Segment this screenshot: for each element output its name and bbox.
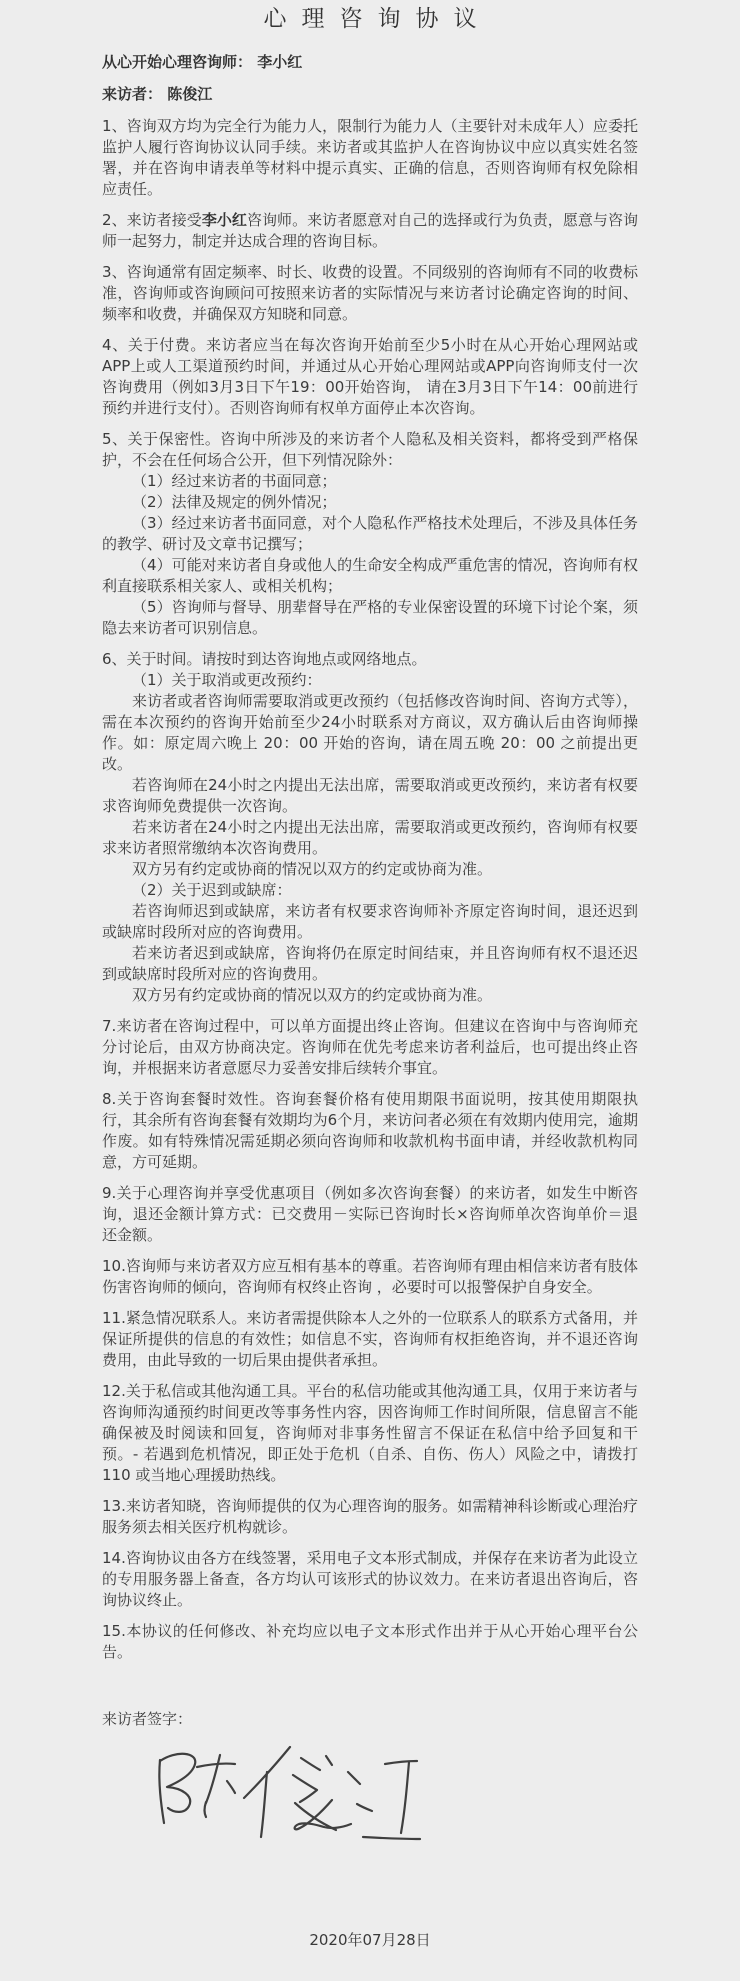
clause-9: 9.关于心理咨询并享受优惠项目（例如多次咨询套餐）的来访者，如发生中断咨询，退还金额计算方式：已交费用－实际已咨询时长×咨询师单次咨询单价＝退还金额。 xyxy=(102,1184,638,1244)
clause-6: 6、关于时间。请按时到达咨询地点或网络地点。 xyxy=(102,650,427,668)
clause-2-counselor-name: 李小红 xyxy=(201,211,247,229)
clause-15: 15.本协议的任何修改、补充均应以电子文本形式作出并于从心开始心理平台公告。 xyxy=(102,1622,638,1661)
clause-10: 10.咨询师与来访者双方应互相有基本的尊重。若咨询师有理由相信来访者有肢体伤害咨询师的倾向，咨询师有权终止咨询 ，必要时可以报警保护自身安全。 xyxy=(102,1257,638,1296)
visitor-name: 陈俊江 xyxy=(167,85,213,103)
clause-4: 4、关于付费。来访者应当在每次咨询开始前至少5小时在从心开始心理网站或APP上或人工渠道预约时间，并通过从心开始心理网站或APP向咨询师支付一次咨询费用（例如3月3日下午19：00开始咨询， 请在3月3日下午14：00前进行预约并进行支付）。否则咨询师有权单方面停止本次咨询。 xyxy=(102,336,638,417)
signing-date: 2020年07月28日 xyxy=(309,1931,431,1949)
visitor-label: 来访者： xyxy=(102,85,163,103)
clause-6-group xyxy=(102,649,638,1006)
signature-strokes-icon xyxy=(154,1744,434,1856)
clause-5-group xyxy=(102,429,638,639)
clause-8: 8.关于咨询套餐时效性。咨询套餐价格有使用期限书面说明，按其使用期限执行，其余所有咨询套餐有效期均为6个月，来访问者必须在有效期内使用完，逾期作废。如有特殊情况需延期必须向咨询师和收款机构书面申请，并经收款机构同意，方可延期。 xyxy=(102,1090,638,1171)
clause-1: 1、咨询双方均为完全行为能力人，限制行为能力人（主要针对未成年人）应委托监护人履行咨询协议认同手续。来访者或其监护人在咨询协议中应以真实姓名签署，并在咨询申请表单等材料中提示真实、正确的信息，否则咨询师有权免除相应责任。 xyxy=(102,117,638,198)
clause-6-item-7: 若咨询师迟到或缺席，来访者有权要求咨询师补齐原定咨询时间，退还迟到或缺席时段所对应的咨询费用。 xyxy=(102,902,638,941)
clause-6-item-1: （1）关于取消或更改预约： xyxy=(132,671,322,689)
clause-5-item-2: （2）法律及规定的例外情况； xyxy=(132,493,337,511)
clause-7: 7.来访者在咨询过程中，可以单方面提出终止咨询。但建议在咨询中与咨询师充分讨论后，由双方协商决定。咨询师在优先考虑来访者利益后，也可提出终止咨询，并根据来访者意愿尽力妥善安排后续转介事宜。 xyxy=(102,1017,638,1077)
clause-2-prefix: 2、来访者接受 xyxy=(102,211,202,229)
clause-6-item-6: （2）关于迟到或缺席： xyxy=(132,881,292,899)
clause-6-item-2: 来访者或者咨询师需要取消或更改预约（包括修改咨询时间、咨询方式等），需在本次预约的咨询开始前至少24小时联系对方商议，双方确认后由咨询师操作。如：原定周六晚上 20：00 开始的咨询，请在周五晚 20：00 之前提出更改。 xyxy=(102,692,638,773)
clause-3: 3、咨询通常有固定频率、时长、收费的设置。不同级别的咨询师有不同的收费标准，咨询师或咨询顾问可按照来访者的实际情况与来访者讨论确定咨询的时间、频率和收费，并确保双方知晓和同意。 xyxy=(102,263,638,323)
clause-6-item-8: 若来访者迟到或缺席，咨询将仍在原定时间结束，并且咨询师有权不退还迟到或缺席时段所对应的咨询费用。 xyxy=(102,944,638,983)
clause-6-item-9: 双方另有约定或协商的情况以双方的约定或协商为准。 xyxy=(132,986,493,1004)
clause-12: 12.关于私信或其他沟通工具。平台的私信功能或其他沟通工具，仅用于来访者与咨询师沟通预约时间更改等事务性内容，因咨询师工作时间所限，信息留言不能确保被及时阅读和回复，咨询师对非事务性留言不保证在私信中给予回复和干预。- 若遇到危机情况，即正处于危机（自杀、自伤、伤人）风险之中，请拨打 110 或当地心理援助热线。 xyxy=(102,1382,638,1484)
clause-5: 5、关于保密性。咨询中所涉及的来访者个人隐私及相关资料，都将受到严格保护，不会在任何场合公开，但下列情况除外： xyxy=(102,430,638,469)
visitor-line xyxy=(102,84,638,105)
clause-6-item-3: 若咨询师在24小时之内提出无法出席，需要取消或更改预约，来访者有权要求咨询师免费提供一次咨询。 xyxy=(102,776,638,815)
clause-5-item-4: （4）可能对来访者自身或他人的生命安全构成严重危害的情况，咨询师有权利直接联系相关家人、或相关机构； xyxy=(102,556,638,595)
counselor-name: 李小红 xyxy=(257,53,303,71)
page-title: 心理咨询协议 xyxy=(263,6,492,32)
clause-11: 11.紧急情况联系人。来访者需提供除本人之外的一位联系人的联系方式备用，并保证所提供的信息的有效性；如信息不实，咨询师有权拒绝咨询，并不退还咨询费用，由此导致的一切后果由提供者承担。 xyxy=(102,1309,638,1369)
counselor-line xyxy=(102,52,638,73)
clause-5-item-5: （5）咨询师与督导、朋辈督导在严格的专业保密设置的环境下讨论个案，须隐去来访者可识别信息。 xyxy=(102,598,638,637)
clause-6-item-5: 双方另有约定或协商的情况以双方的约定或协商为准。 xyxy=(132,860,493,878)
clause-14: 14.咨询协议由各方在线签署，采用电子文本形式制成，并保存在来访者为此设立的专用服务器上备查，各方均认可该形式的协议效力。在来访者退出咨询后，咨询协议终止。 xyxy=(102,1549,638,1609)
signature-label: 来访者签字： xyxy=(102,1710,193,1728)
counselor-label: 从心开始心理咨询师： xyxy=(102,53,253,71)
clause-2-suffix: 咨询师。来访者愿意对自己的选择或行为负责，愿意与咨询师一起努力，制定并达成合理的咨询目标。 xyxy=(102,211,638,250)
clause-6-item-4: 若来访者在24小时之内提出无法出席，需要取消或更改预约，咨询师有权要求来访者照常缴纳本次咨询费用。 xyxy=(102,818,638,857)
clause-5-item-3: （3）经过来访者书面同意，对个人隐私作严格技术处理后，不涉及具体任务的教学、研讨及文章书记撰写； xyxy=(102,514,638,553)
handwritten-signature xyxy=(154,1744,434,1856)
clause-13: 13.来访者知晓，咨询师提供的仅为心理咨询的服务。如需精神科诊断或心理治疗服务须去相关医疗机构就诊。 xyxy=(102,1497,638,1536)
clause-5-item-1: （1）经过来访者的书面同意； xyxy=(132,472,337,490)
clause-2 xyxy=(102,210,638,252)
